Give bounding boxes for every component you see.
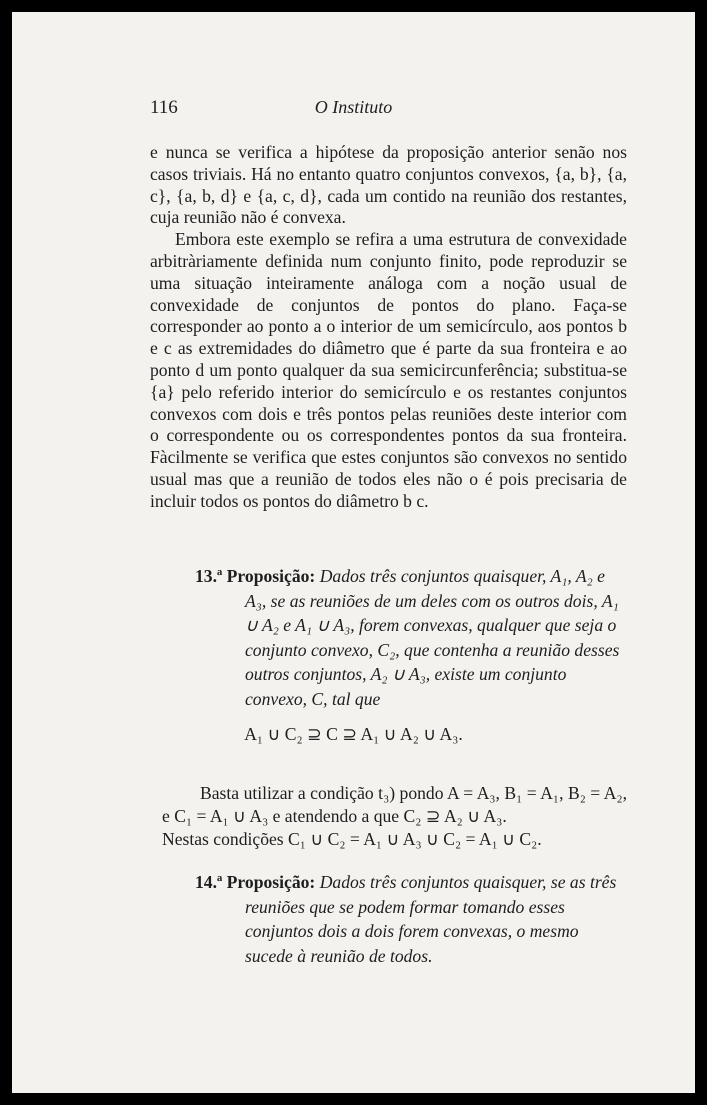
page-header bbox=[12, 97, 695, 127]
running-title: O Instituto bbox=[314, 97, 393, 117]
formula: A₁ ∪ C₂ ⊇ C ⊇ A₁ ∪ A₂ ∪ A₃. bbox=[244, 724, 463, 744]
proposition-13-label: 13.ª Proposição: bbox=[195, 566, 316, 586]
proposition-13-statement: Dados três conjuntos quaisquer, A₁, A₂ e A₃, se as reuniões de um deles com os outros dois, A₁ ∪ A₂ e A₁ ∪ A₃, forem convexas, qualquer que seja o conjunto convexo, C₂, que contenha a reunião desses outros conjuntos, A₂ ∪ A₃, existe um conjunto convexo, C, tal que bbox=[245, 566, 620, 709]
book-page bbox=[12, 12, 695, 1093]
proof-line-1: Basta utilizar a condição t₃) pondo A = A₃, B₁ = A₁, B₂ = A₂, e C₁ = A₁ ∪ A₃ e atendendo a que C₂ ⊇ A₂ ∪ A₃. bbox=[162, 783, 627, 826]
paragraph-2: Embora este exemplo se refira a uma estrutura de convexidade arbitràriamente definida num conjunto finito, pode reproduzir se uma situação inteiramente análoga com a noção usual de convexidade de conjuntos de pontos do plano. Faça-se corresponder ao ponto a o interior de um semicírculo, aos pontos b e c as extremidades do diâmetro que é parte da sua fronteira e ao ponto d um ponto qualquer da sua semicircunferência; substitua-se {a} pelo referido interior do semicírculo e os restantes conjuntos convexos com dois e três pontos pelas reuniões deste interior com o correspondente ou os correspondentes pontos da sua fronteira. Fàcilmente se verifica que estes conjuntos são convexos no sentido usual mas que a reunião de todos eles não o é pois precisaria de incluir todos os pontos do diâmetro b c. bbox=[150, 229, 627, 511]
proposition-14-label: 14.ª Proposição: bbox=[195, 872, 316, 892]
proof bbox=[162, 782, 627, 850]
proposition-14-statement: Dados três conjuntos quaisquer, se as três reuniões que se podem formar tomando esses conjuntos dois a dois forem convexas, o mesmo sucede à reunião de todos. bbox=[245, 872, 617, 966]
proof-line-2: Nestas condições C₁ ∪ C₂ = A₁ ∪ A₃ ∪ C₂ = A₁ ∪ C₂. bbox=[162, 828, 542, 849]
paragraph-1: e nunca se verifica a hipótese da proposição anterior senão nos casos triviais. Há no entanto quatro conjuntos convexos, {a, b}, {a, c}, {a, b, d} e {a, c, d}, cada um contido na reunião dos restantes, cuja reunião não é convexa. bbox=[150, 142, 627, 228]
proposition-14 bbox=[150, 870, 627, 968]
proposition-13 bbox=[150, 564, 627, 712]
body-text bbox=[150, 142, 627, 513]
page-number: 116 bbox=[150, 97, 178, 118]
